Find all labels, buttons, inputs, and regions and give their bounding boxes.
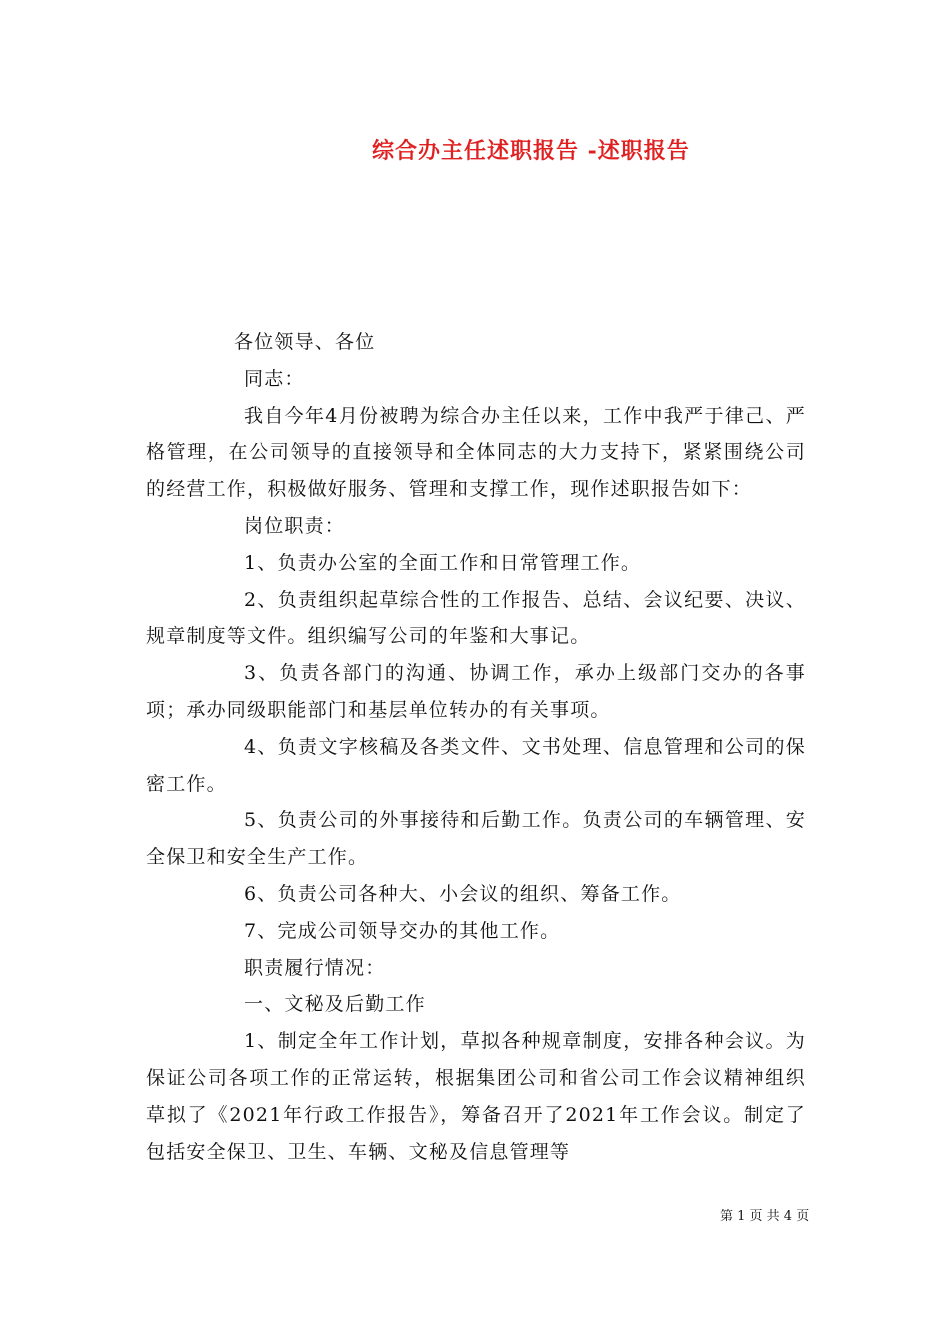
page-number-footer: 第 1 页 共 4 页 xyxy=(720,1209,810,1224)
duty-item-1: 1、负责办公室的全面工作和日常管理工作。 xyxy=(244,551,642,574)
duty-item-7: 7、完成公司领导交办的其他工作。 xyxy=(244,919,561,942)
duty-item-4: 4、负责文字核稿及各类文件、文书处理、信息管理和公司的保密工作。 xyxy=(146,735,806,795)
duty-item-2: 2、负责组织起草综合性的工作报告、总结、会议纪要、决议、规章制度等文件。组织编写公司的年鉴和大事记。 xyxy=(146,588,806,648)
document-body xyxy=(146,324,806,1170)
salutation-line: 同志： xyxy=(244,367,305,390)
document-title: 综合办主任述职报告 -述职报告 xyxy=(372,138,690,164)
greeting-line: 各位领导、各位 xyxy=(234,331,376,353)
duty-item-3: 3、负责各部门的沟通、协调工作，承办上级部门交办的各事项；承办同级职能部门和基层单位转办的有关事项。 xyxy=(146,662,806,721)
duty-item-5: 5、负责公司的外事接待和后勤工作。负责公司的车辆管理、安全保卫和安全生产工作。 xyxy=(146,809,806,869)
section-heading-duties: 岗位职责： xyxy=(244,514,346,537)
performance-item-1: 1、制定全年工作计划，草拟各种规章制度，安排各种会议。为保证公司各项工作的正常运转，根据集团公司和省公司工作会议精神组织草拟了《2021年行政工作报告》，筹备召开了2021年工作会议。制定了包括安全保卫、卫生、车辆、文秘及信息管理等 xyxy=(146,1030,806,1163)
intro-paragraph: 我自今年4月份被聘为综合办主任以来，工作中我严于律己、严格管理，在公司领导的直接领导和全体同志的大力支持下，紧紧围绕公司的经营工作，积极做好服务、管理和支撑工作，现作述职报告如下： xyxy=(146,404,806,501)
subsection-heading-1: 一、文秘及后勤工作 xyxy=(244,993,426,1016)
section-heading-performance: 职责履行情况： xyxy=(244,956,386,979)
duty-item-6: 6、负责公司各种大、小会议的组织、筹备工作。 xyxy=(244,882,682,905)
